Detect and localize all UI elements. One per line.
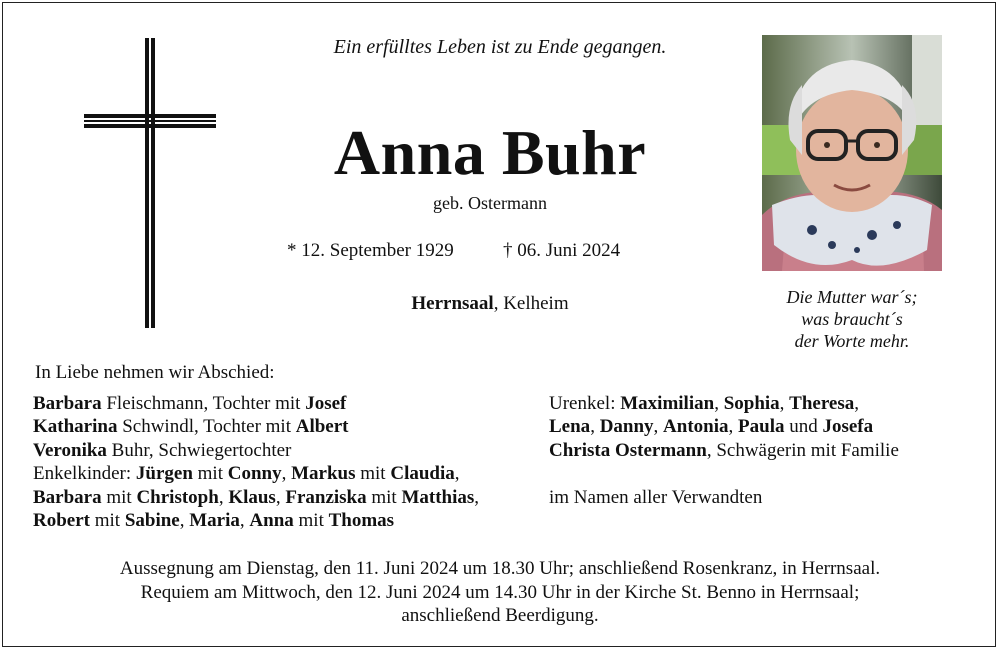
mourner-name: Lena — [549, 416, 591, 438]
mourner-text: , — [239, 510, 250, 532]
mourner-name: Danny — [599, 416, 654, 438]
mourner-name: Theresa — [789, 393, 855, 414]
mourner-name: Klaus — [228, 486, 276, 508]
service-line: anschließend Beerdigung. — [401, 605, 599, 626]
mourner-text: , — [474, 486, 480, 508]
mourner-name: Antonia — [663, 416, 729, 438]
mourner-text: mit — [192, 463, 228, 485]
mourner-text: , — [454, 463, 460, 485]
death-date: † 06. Juni 2024 — [503, 240, 621, 261]
mourner-name: Josef — [305, 393, 347, 414]
mourner-name: Conny — [227, 463, 282, 485]
mourner-text: , — [779, 393, 790, 414]
mourner-line — [549, 439, 899, 462]
mourner-text: , — [854, 393, 860, 414]
mourners-left-column — [33, 392, 479, 532]
mourner-name: Anna — [249, 510, 294, 532]
mourner-text: , — [275, 486, 286, 508]
mourner-text: mit — [355, 463, 391, 485]
cross-icon — [80, 36, 220, 332]
mourner-name: Maximilian — [620, 393, 715, 414]
residence — [270, 293, 710, 315]
mourner-text: mit — [366, 486, 402, 508]
mourner-line — [33, 462, 479, 485]
farewell-intro: In Liebe nehmen wir Abschied: — [35, 362, 275, 383]
mourner-line — [549, 462, 899, 485]
quote-line: der Worte mehr. — [794, 331, 910, 351]
mourner-name: Jürgen — [135, 463, 193, 485]
tagline: Ein erfülltes Leben ist zu Ende gegangen. — [333, 36, 667, 58]
mourner-text: , — [714, 393, 724, 414]
mourner-name: Matthias — [401, 486, 475, 508]
mourner-line — [33, 509, 479, 532]
mourner-name: Barbara — [33, 486, 102, 508]
residence-region: , Kelheim — [493, 293, 569, 314]
mourner-line — [33, 392, 479, 415]
mourner-text: , — [653, 416, 664, 438]
mourner-text: , — [179, 510, 190, 532]
mourner-line — [549, 415, 899, 438]
mourner-name: Josefa — [822, 416, 874, 438]
mourner-text: , — [281, 463, 292, 485]
mourner-line — [549, 392, 899, 415]
mourner-text: Fleischmann, Tochter mit — [101, 393, 306, 414]
mourner-text: und — [784, 416, 823, 438]
birth-date: * 12. September 1929 — [287, 240, 454, 261]
mourner-name: Robert — [33, 510, 90, 532]
mourner-name: Sophia — [723, 393, 780, 414]
mourner-text: , — [590, 416, 600, 438]
mourner-name: Christoph — [136, 486, 219, 508]
deceased-name: Anna Buhr — [333, 117, 647, 188]
maiden-name: geb. Ostermann — [433, 193, 547, 213]
mourner-name: Franziska — [285, 486, 367, 508]
mourner-text: mit — [101, 486, 137, 508]
mourners-right-column — [549, 392, 899, 509]
mourner-text: , — [728, 416, 739, 438]
mourner-name: Veronika — [33, 439, 107, 461]
mourner-line — [33, 486, 479, 509]
mourner-name: Katharina — [33, 416, 118, 438]
mourner-text: Urenkel: — [549, 393, 621, 414]
quote-line: was braucht´s — [801, 309, 903, 329]
service-line: Requiem am Mittwoch, den 12. Juni 2024 um 14.30 Uhr in der Kirche St. Benno in Herrnsaal; — [140, 581, 860, 603]
quote — [752, 286, 952, 352]
mourner-name: Albert — [295, 416, 349, 438]
mourner-name: Claudia — [390, 463, 455, 485]
mourner-name: Markus — [291, 463, 356, 485]
mourner-text: Enkelkinder: — [33, 463, 136, 485]
mourner-name: Paula — [738, 416, 785, 438]
mourner-text: Buhr, Schwiegertochter — [106, 439, 292, 461]
mourner-text: mit — [89, 510, 125, 532]
mourner-name: Sabine — [124, 510, 180, 532]
mourner-name: Maria — [189, 510, 240, 532]
residence-town: Herrnsaal — [411, 293, 494, 314]
quote-line: Die Mutter war´s; — [786, 287, 918, 307]
mourner-name: Thomas — [328, 510, 395, 532]
mourner-name: Barbara — [33, 393, 102, 414]
mourner-line — [33, 439, 479, 462]
service-line: Aussegnung am Dienstag, den 11. Juni 2024 um 18.30 Uhr; anschließend Rosenkranz, in Herrnsaal. — [119, 558, 881, 579]
mourner-text: im Namen aller Verwandten — [549, 486, 763, 508]
mourner-text: , — [218, 486, 229, 508]
mourner-name: Christa Ostermann — [549, 439, 707, 461]
mourner-text: , Schwägerin mit Familie — [706, 439, 899, 461]
service-details — [0, 557, 1000, 628]
mourner-text: Schwindl, Tochter mit — [117, 416, 296, 438]
mourner-line — [549, 486, 899, 509]
mourner-text: mit — [293, 510, 329, 532]
portrait-photo — [762, 35, 942, 271]
mourner-line — [33, 415, 479, 438]
